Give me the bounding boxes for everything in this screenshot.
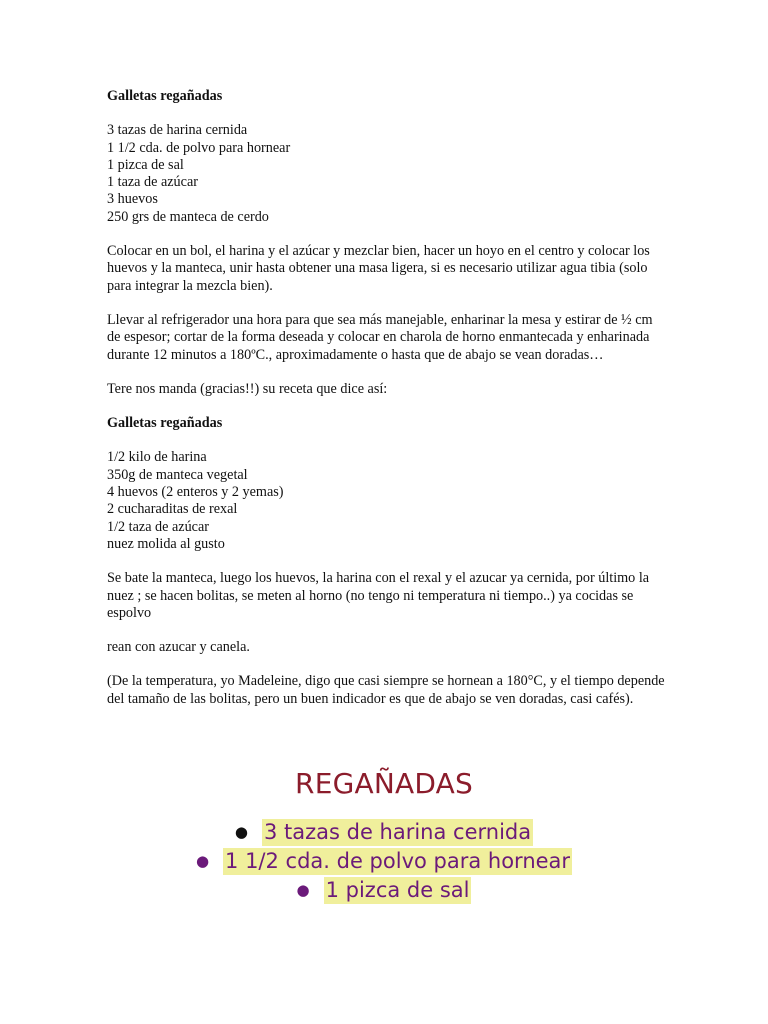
- ingredient-line: 3 tazas de harina cernida: [107, 122, 248, 139]
- ingredient-list: [107, 449, 667, 553]
- ingredient-line: nuez molida al gusto: [107, 535, 225, 552]
- ingredient-line: 2 cucharaditas de rexal: [107, 501, 238, 518]
- ingredient-line: 1 taza de azúcar: [107, 174, 198, 191]
- instructions-paragraph: rean con azucar y canela.: [107, 639, 250, 656]
- ingredient-line: 1 1/2 cda. de polvo para hornear: [107, 139, 291, 156]
- intro-paragraph: Tere nos manda (gracias!!) su receta que dice así:: [107, 380, 388, 397]
- instructions-paragraph: Se bate la manteca, luego los huevos, la harina con el rexal y el azucar ya cernida, por último la nuez ; se hacen bolitas, se meten al horno (no tengo ni temperatura ni tiempo..) ya cocidas se espolvo: [107, 570, 650, 621]
- bullet-text: 1 1/2 cda. de polvo para hornear: [225, 849, 571, 873]
- ingredient-line: 3 huevos: [107, 191, 158, 208]
- bullet-list: [0, 818, 768, 905]
- bullet-item: [0, 847, 768, 876]
- ingredient-line: 250 grs de manteca de cerdo: [107, 208, 269, 225]
- recipe-title: Galletas regañadas: [107, 415, 223, 432]
- note-paragraph: (De la temperatura, yo Madeleine, digo que casi siempre se hornean a 180°C, y el tiempo depende del tamaño de las bolitas, pero un buen indicador es que de abajo se ven doradas, casi cafés).: [107, 673, 665, 707]
- section-heading: REGAÑADAS: [295, 767, 473, 800]
- bullet-icon: ●: [296, 881, 310, 899]
- ingredient-line: 350g de manteca vegetal: [107, 466, 248, 483]
- ingredient-line: 1/2 taza de azúcar: [107, 518, 210, 535]
- bullet-text: 1 pizca de sal: [325, 878, 470, 902]
- ingredient-line: 1 pizca de sal: [107, 156, 184, 173]
- bullet-item: [0, 818, 768, 847]
- ingredient-line: 4 huevos (2 enteros y 2 yemas): [107, 484, 284, 501]
- instructions-paragraph: Colocar en un bol, el harina y el azúcar y mezclar bien, hacer un hoyo en el centro y colocar los huevos y la manteca, unir hasta obtener una masa ligera, si es necesario utilizar agua tibia (solo para integrar la mezcla bien).: [107, 243, 650, 294]
- document-body: [107, 88, 667, 708]
- ingredient-line: 1/2 kilo de harina: [107, 449, 207, 466]
- bullet-item: [0, 876, 768, 905]
- bullet-icon: ●: [195, 852, 210, 870]
- instructions-paragraph: Llevar al refrigerador una hora para que sea más manejable, enharinar la mesa y estirar de ½ cm de espesor; cortar de la forma deseada y colocar en charola de horno enmantecada y enharinada durante 12 minutos a 180ºC., aproximadamente o hasta que de abajo se vean doradas…: [107, 311, 653, 363]
- bullet-icon: ●: [234, 823, 248, 841]
- ingredient-list: [107, 122, 667, 226]
- recipe-title: Galletas regañadas: [107, 88, 223, 104]
- bullet-text: 3 tazas de harina cernida: [263, 820, 532, 844]
